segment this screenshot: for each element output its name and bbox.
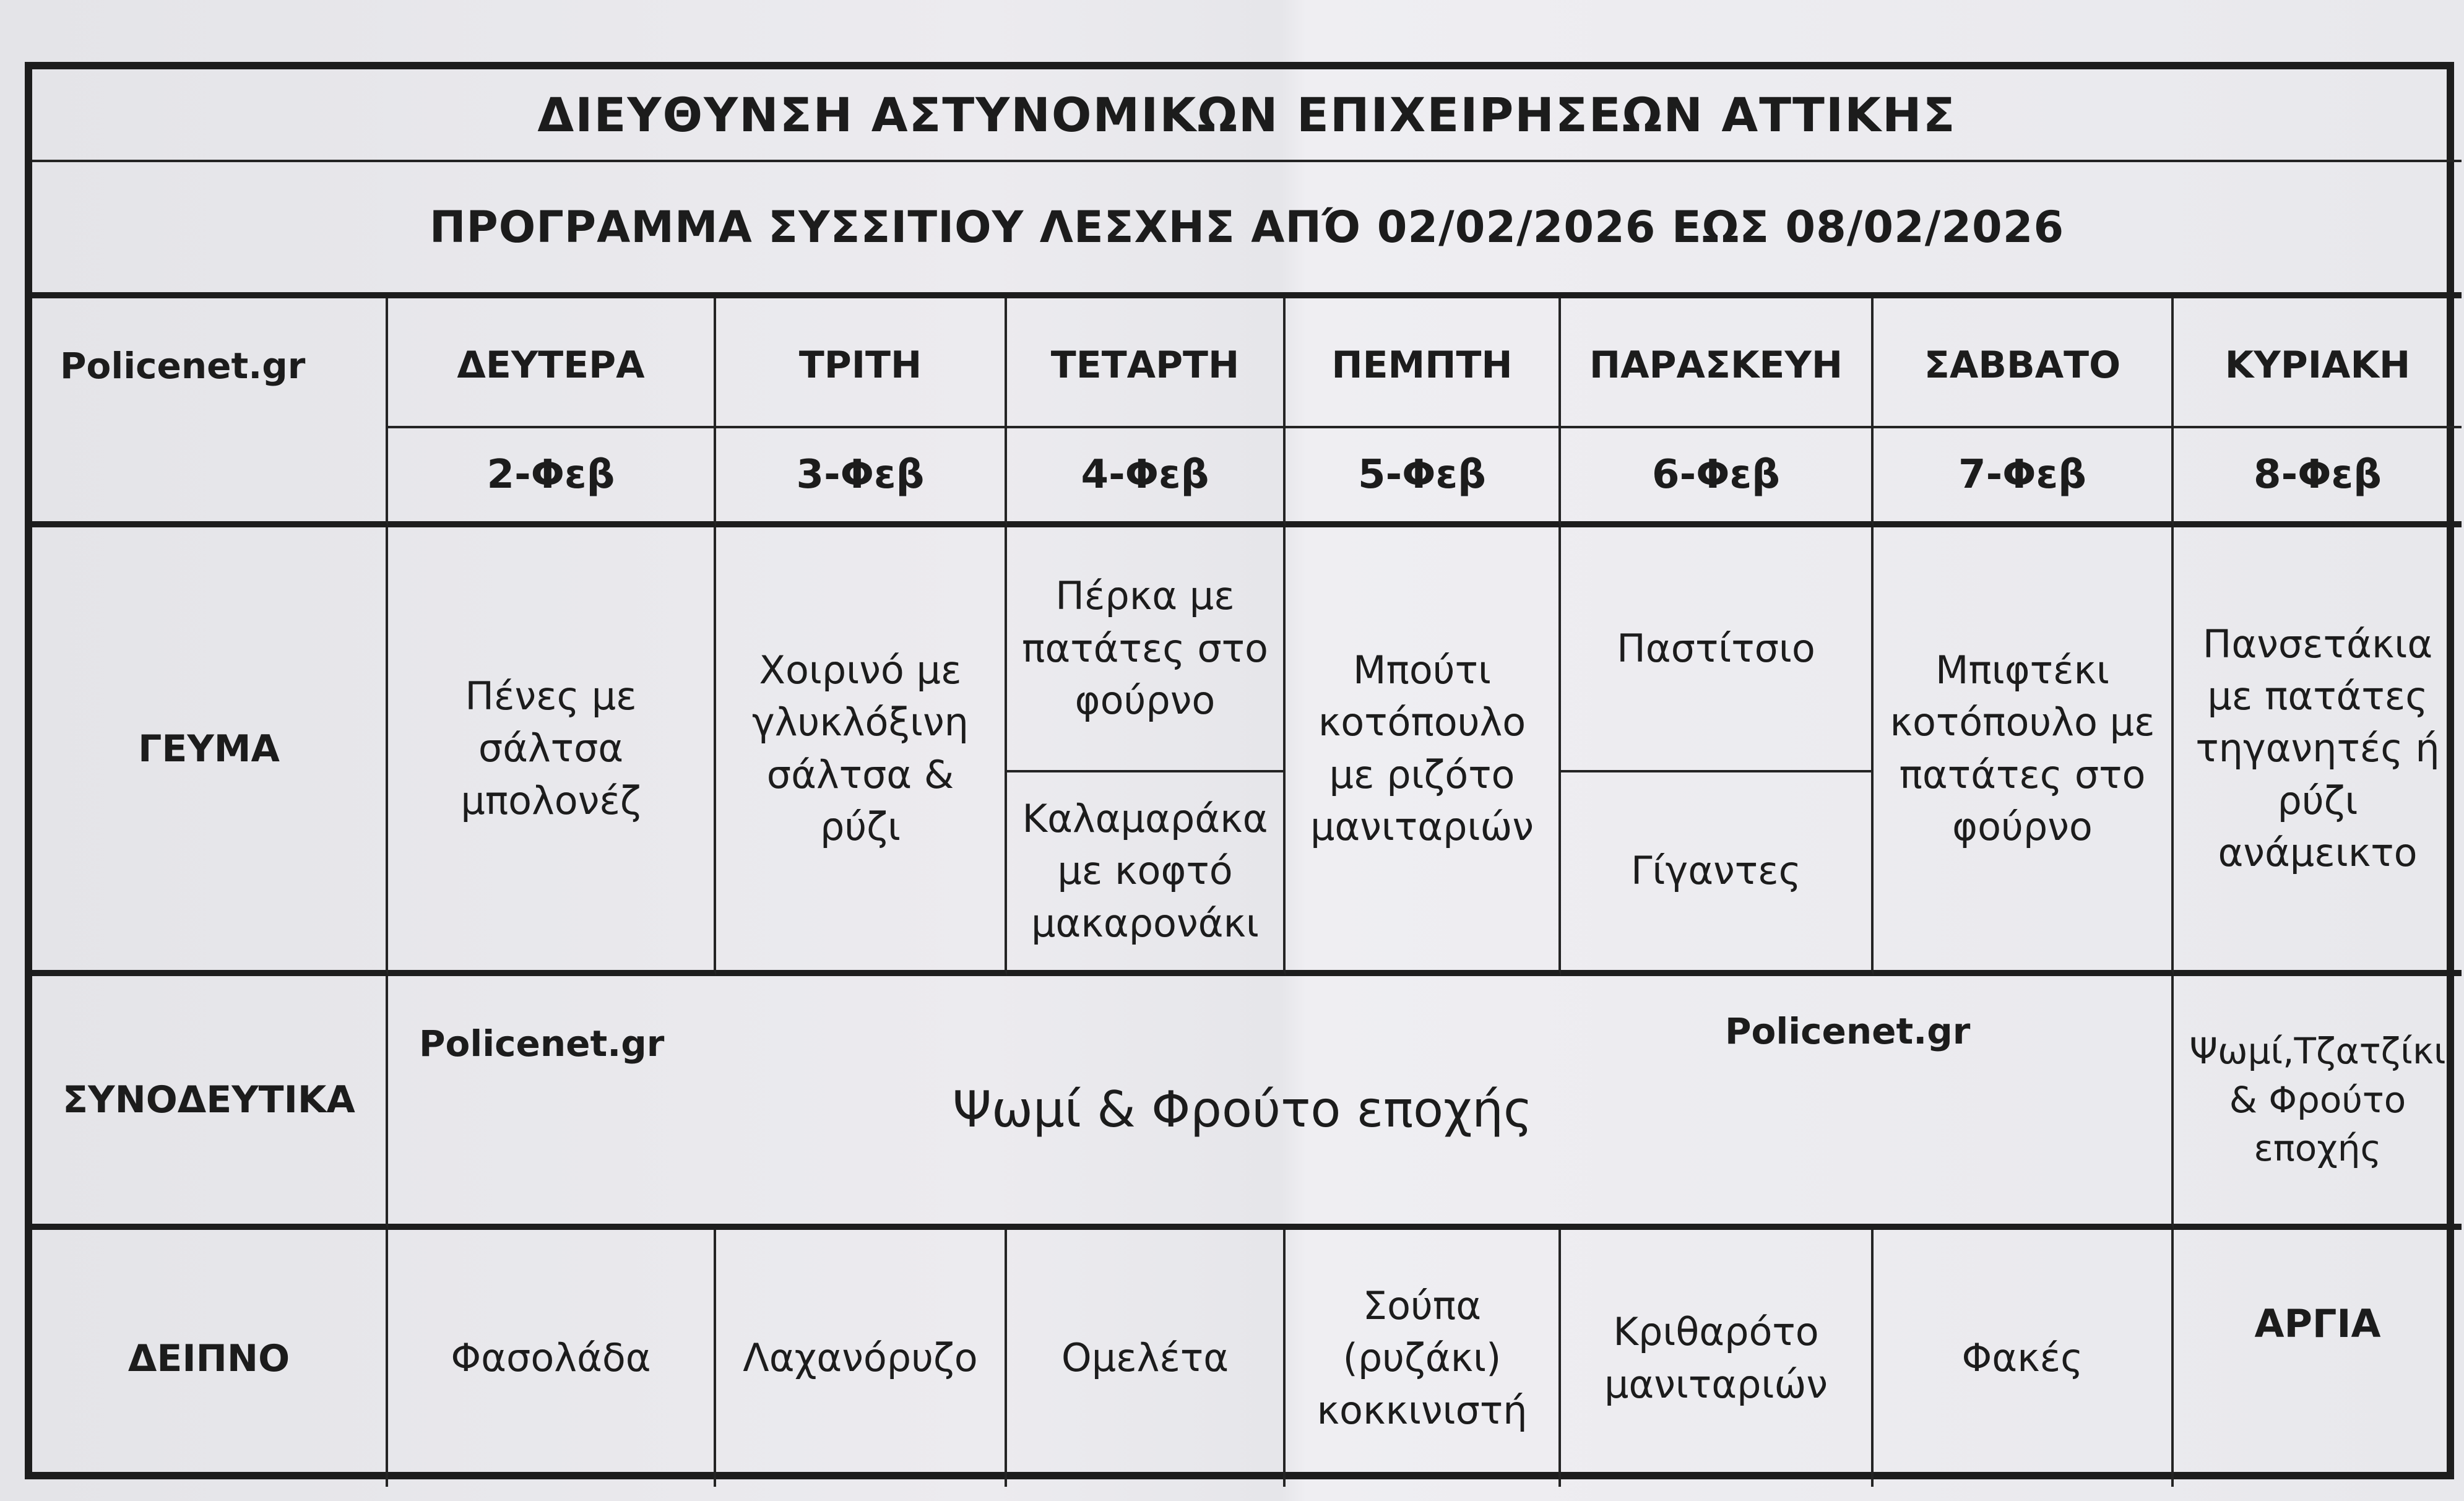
- lunch-tuesday: Χοιρινό με γλυκλόξινη σάλτσα & ρύζι: [716, 527, 1007, 976]
- lunch-friday-option-2: Γίγαντες: [1631, 848, 1801, 894]
- watermark-corner: Policenet.gr: [32, 298, 388, 527]
- row-label-sides: ΣΥΝΟΔΕΥΤΙΚΑ: [32, 976, 388, 1230]
- date-monday: 2-Φεβ: [388, 428, 716, 527]
- page-subtitle: ΠΡΟΓΡΑΜΜΑ ΣΥΣΣΙΤΙΟΥ ΛΕΣΧΗΣ ΑΠΌ 02/02/2026 ΕΩΣ 08/02/2026: [32, 162, 2462, 298]
- lunch-friday: [1561, 527, 1874, 976]
- lunch-saturday: Μπιφτέκι κοτόπουλο με πατάτες στο φούρνο: [1874, 527, 2174, 976]
- lunch-wednesday-option-1: Πέρκα με πατάτες στο φούρνο: [1007, 527, 1283, 772]
- day-sunday: ΚΥΡΙΑΚΗ: [2174, 298, 2462, 428]
- day-saturday: ΣΑΒΒΑΤΟ: [1874, 298, 2174, 428]
- date-friday: 6-Φεβ: [1561, 428, 1874, 527]
- lunch-thursday: Μπούτι κοτόπουλο με ριζότο μανιταριών: [1286, 527, 1561, 976]
- menu-table: [25, 62, 2454, 1479]
- date-sunday: 8-Φεβ: [2174, 428, 2462, 527]
- day-tuesday: ΤΡΙΤΗ: [716, 298, 1007, 428]
- date-wednesday: 4-Φεβ: [1007, 428, 1286, 527]
- dinner-tuesday: Λαχανόρυζο: [716, 1230, 1007, 1487]
- sides-sunday: Ψωμί,Τζατζίκι & Φρούτο εποχής: [2174, 976, 2462, 1230]
- watermark-left: Policenet.gr: [419, 1023, 665, 1065]
- watermark-right: Policenet.gr: [1725, 1010, 1971, 1052]
- dinner-monday: Φασολάδα: [388, 1230, 716, 1487]
- day-friday: ΠΑΡΑΣΚΕΥΗ: [1561, 298, 1874, 428]
- page-title: ΔΙΕΥΘΥΝΣΗ ΑΣΤΥΝΟΜΙΚΩΝ ΕΠΙΧΕΙΡΗΣΕΩΝ ΑΤΤΙΚΗΣ: [32, 69, 2462, 162]
- dinner-wednesday: Ομελέτα: [1007, 1230, 1286, 1487]
- row-label-lunch: ΓΕΥΜΑ: [32, 527, 388, 976]
- lunch-wednesday: [1007, 527, 1286, 976]
- row-label-dinner: ΔΕΙΠΝΟ: [32, 1230, 388, 1487]
- lunch-sunday: Πανσετάκια με πατάτες τηγανητές ή ρύζι ανάμεικτο: [2174, 527, 2462, 976]
- dinner-sunday: ΑΡΓΙΑ: [2254, 1301, 2381, 1346]
- lunch-wednesday-option-2: Καλαμαράκα με κοφτό μακαρονάκι: [1022, 795, 1268, 946]
- sides-weekdays-text: Ψωμί & Φρούτο εποχής: [953, 1080, 1532, 1138]
- day-wednesday: ΤΕΤΑΡΤΗ: [1007, 298, 1286, 428]
- lunch-friday-option-1: Παστίτσιο: [1561, 527, 1871, 772]
- date-thursday: 5-Φεβ: [1286, 428, 1561, 527]
- day-thursday: ΠΕΜΠΤΗ: [1286, 298, 1561, 428]
- date-tuesday: 3-Φεβ: [716, 428, 1007, 527]
- dinner-thursday: Σούπα (ρυζάκι) κοκκινιστή: [1286, 1230, 1561, 1487]
- date-saturday: 7-Φεβ: [1874, 428, 2174, 527]
- day-monday: ΔΕΥΤΕΡΑ: [388, 298, 716, 428]
- dinner-friday: Κριθαρότο μανιταριών: [1561, 1230, 1874, 1487]
- lunch-monday: Πένες με σάλτσα μπολονέζ: [388, 527, 716, 976]
- dinner-saturday: Φακές: [1874, 1230, 2174, 1487]
- sides-weekdays: [388, 976, 2174, 1230]
